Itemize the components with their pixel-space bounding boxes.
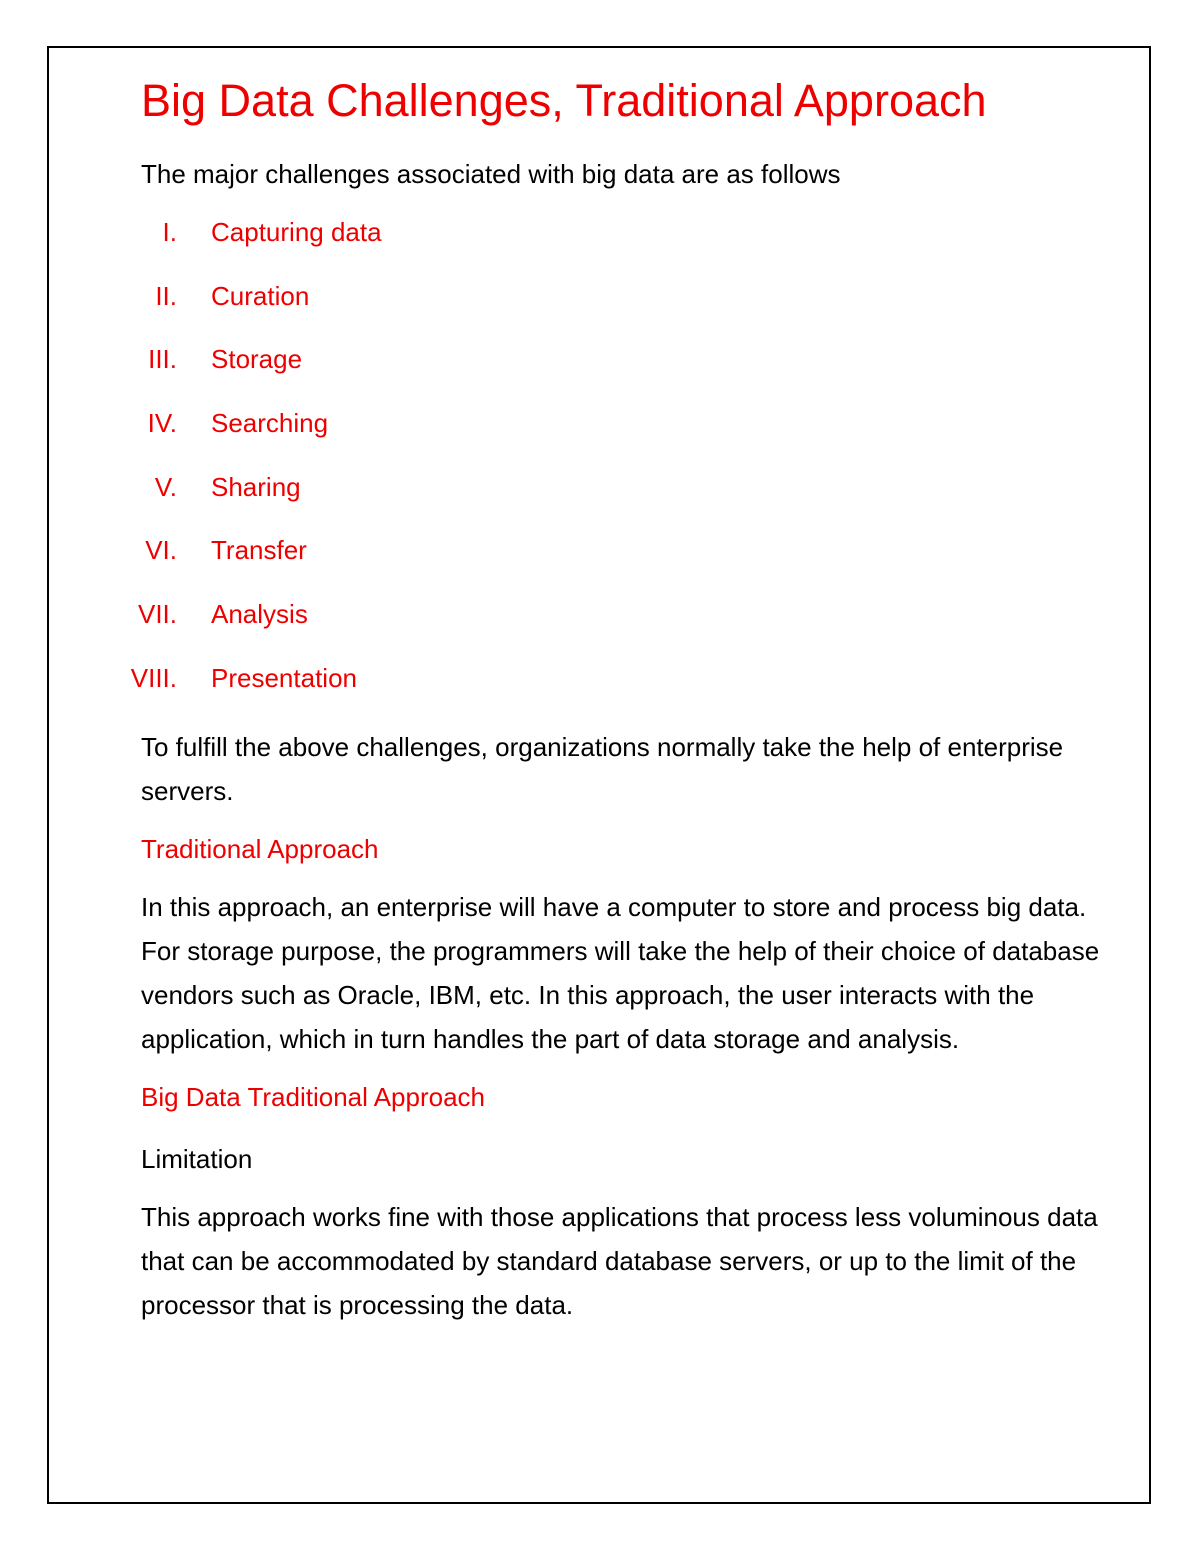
traditional-approach-heading: Traditional Approach (141, 833, 379, 864)
big-data-traditional-heading: Big Data Traditional Approach (141, 1081, 485, 1112)
list-item (141, 406, 1101, 470)
limitation-label: Limitation (141, 1143, 253, 1174)
list-item (141, 533, 1101, 597)
list-item (137, 597, 1101, 661)
after-list-text: To fulfill the above challenges, organizations normally take the help of enterprise servers. (141, 731, 1064, 806)
list-item-label: Presentation (211, 662, 357, 693)
list-item-label: Transfer (211, 535, 307, 566)
document-body (130, 70, 1101, 1327)
list-item (141, 215, 1101, 279)
list-item-label: Sharing (211, 471, 301, 502)
list-item-number: II. (155, 280, 177, 311)
list-item-label: Searching (211, 408, 329, 439)
page-title: Big Data Challenges, Traditional Approach (141, 75, 987, 126)
list-item-label: Storage (211, 344, 303, 375)
list-item-number: V. (154, 471, 177, 502)
traditional-approach-text: In this approach, an enterprise will have a computer to store and process big data. For storage purpose, the programmers will take the help of their choice of database vendors such as Oracle, IBM, etc. In this approach, the user interacts with the application, which in turn handles the part of data storage and analysis. (141, 891, 1100, 1054)
list-item-label: Capturing data (211, 217, 382, 247)
challenge-list (130, 215, 1101, 725)
list-item-number: VIII. (130, 662, 177, 693)
list-item-label: Curation (211, 280, 310, 311)
list-item (141, 342, 1101, 406)
list-item-number: VI. (145, 535, 177, 566)
list-item (130, 661, 1101, 725)
list-item-number: IV. (147, 408, 177, 439)
list-item (141, 470, 1101, 534)
list-item-number: III. (148, 344, 177, 375)
limitation-text: This approach works fine with those applications that process less voluminous data that can be accommodated by standard database servers, or up to the limit of the processor that is processing the data. (141, 1201, 1098, 1320)
list-item-number: I. (162, 217, 177, 247)
list-item (141, 279, 1101, 343)
list-item-number: VII. (137, 599, 177, 630)
intro-text: The major challenges associated with big data are as follows (141, 159, 841, 189)
list-item-label: Analysis (211, 599, 308, 630)
